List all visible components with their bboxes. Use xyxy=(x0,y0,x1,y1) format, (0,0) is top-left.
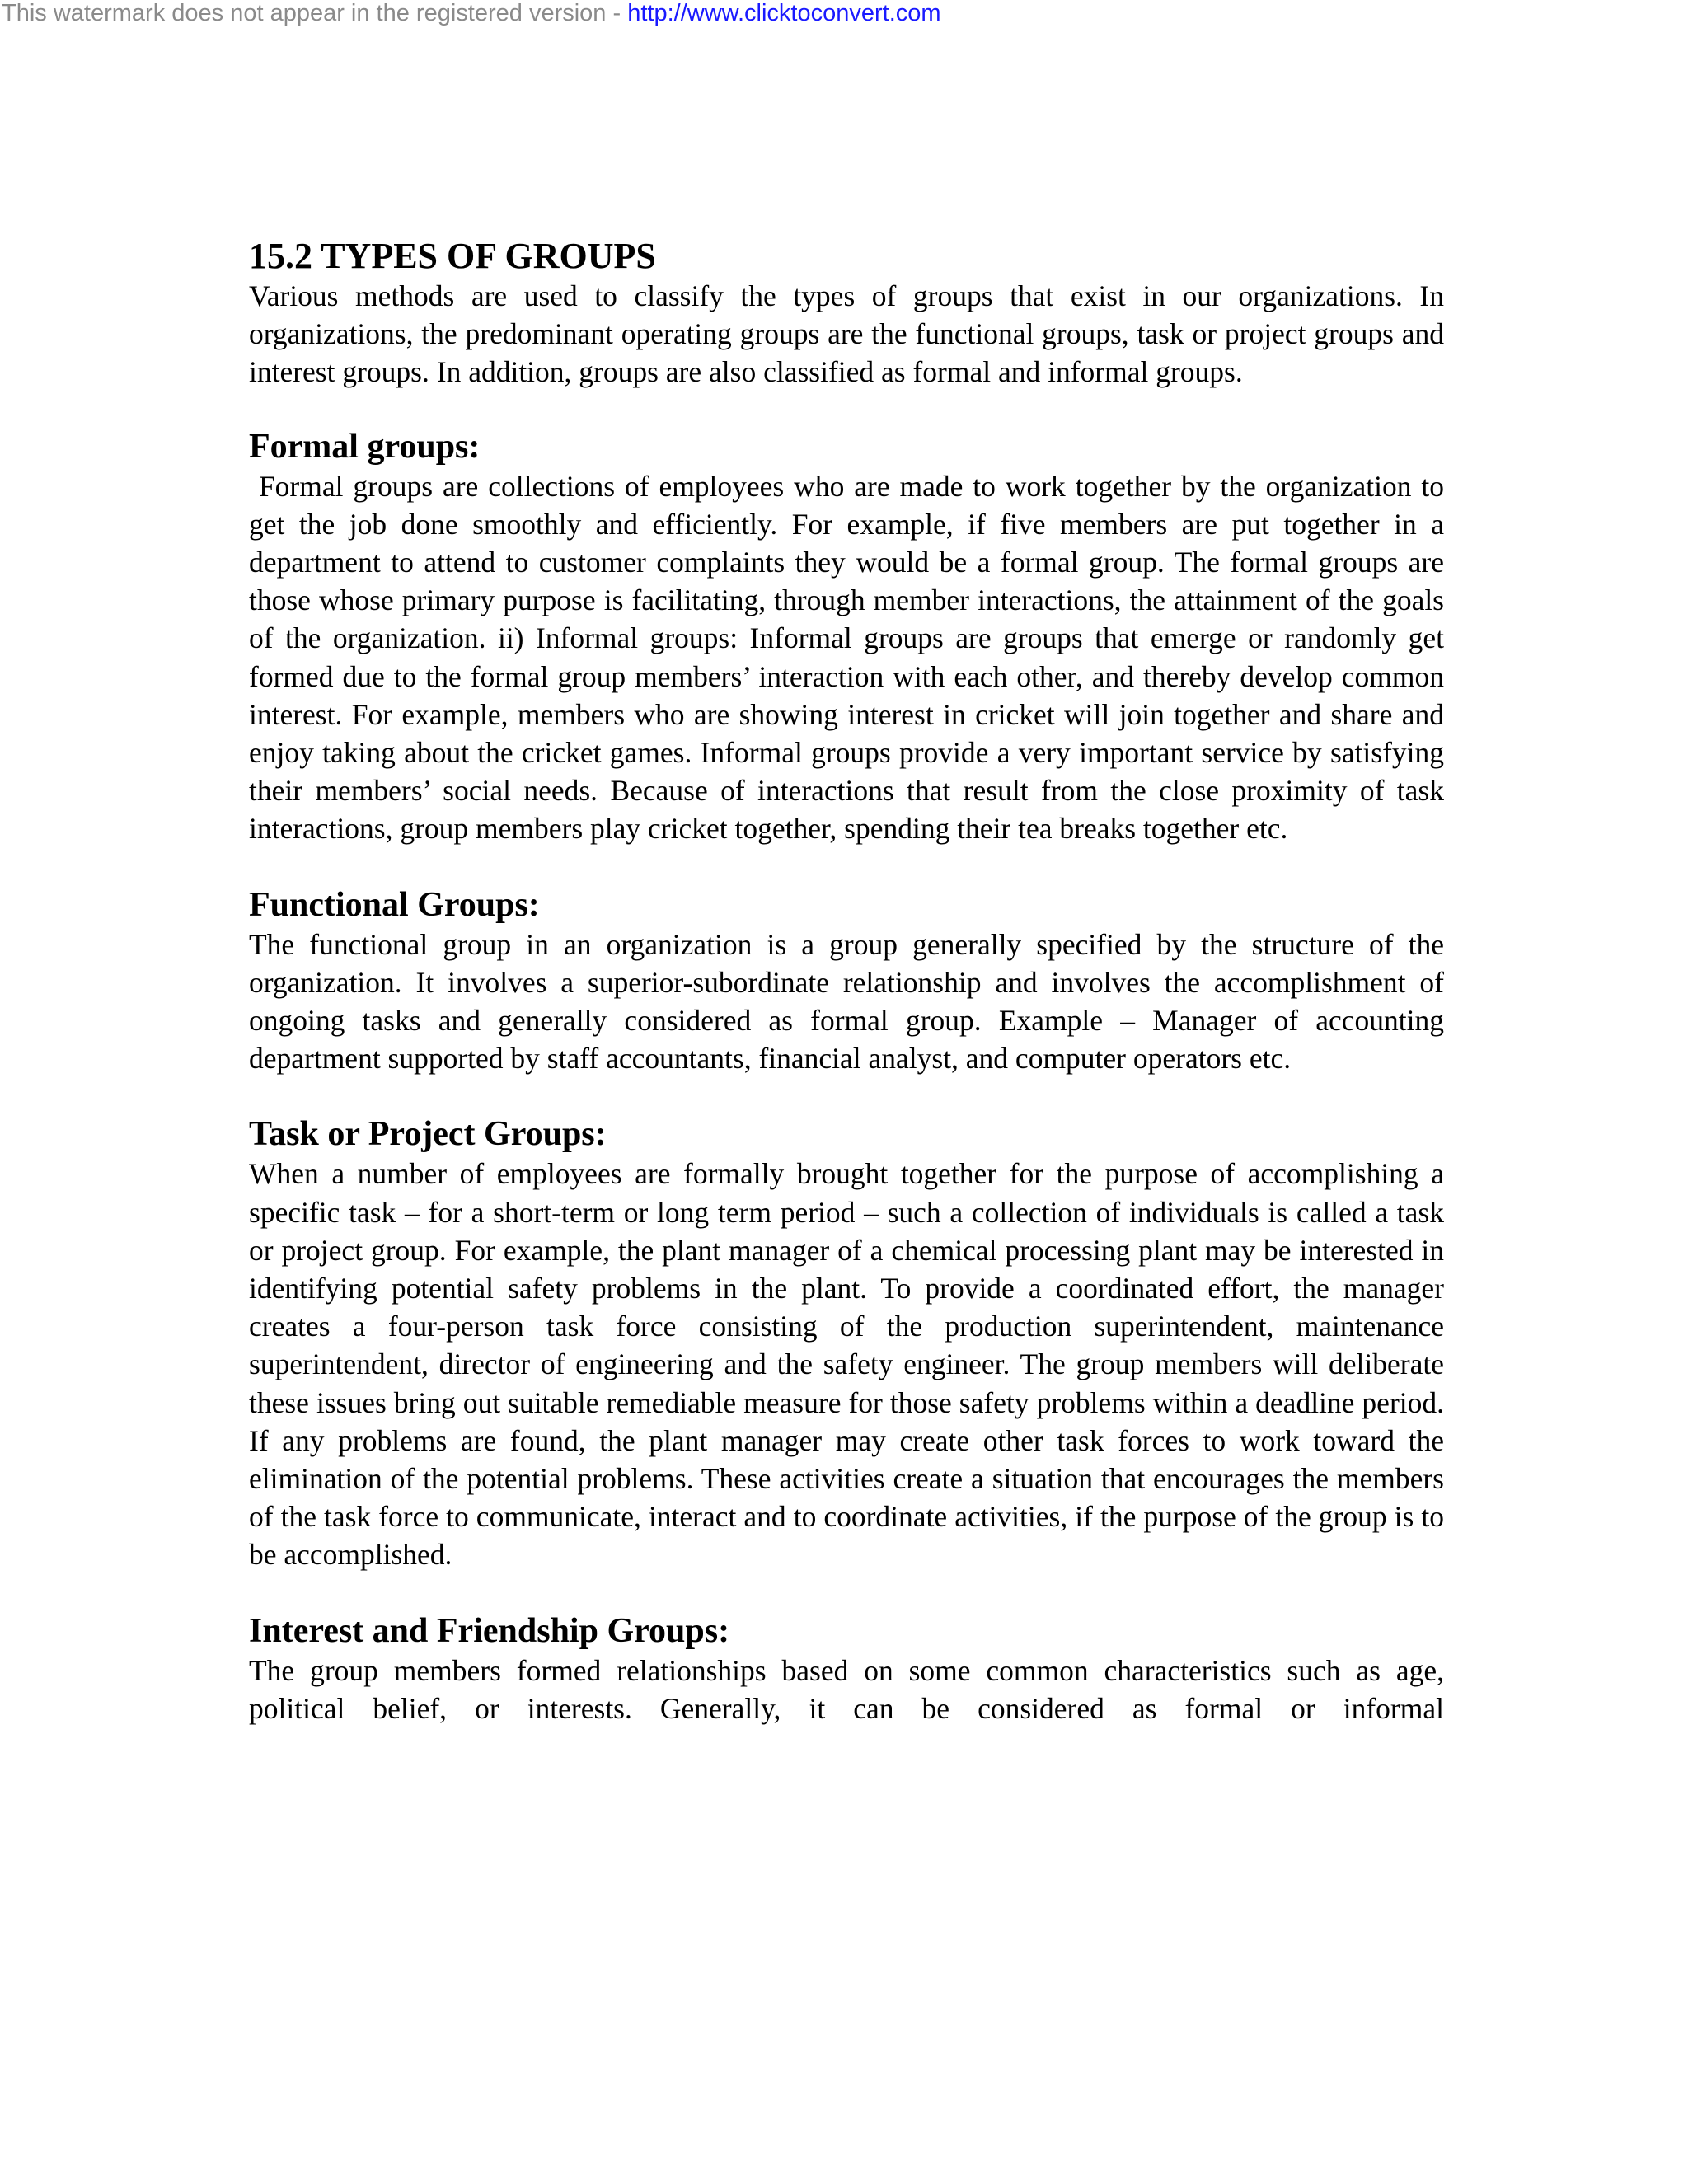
page-content xyxy=(249,236,1451,1727)
functional-groups-heading: Functional Groups: xyxy=(249,885,540,924)
spacer xyxy=(249,1574,1444,1610)
formal-groups-paragraph: Formal groups are collections of employees who are made to work together by the organization to get the job done smoothly and efficiently. For example, if five members are put together in a department to attend to customer complaints they would be a formal group. The formal groups are those whose primary purpose is facilitating, through member interactions, the attainment of the goals of the organization. ii) Informal groups: Informal groups are groups that emerge or randomly get formed due to the formal group members’ interaction with each other, and thereby develop common interest. For example, members who are showing interest in cricket will join together and share and enjoy taking about the cricket games. Informal groups provide a very important service by satisfying their members’ social needs. Because of interactions that result from the close proximity of task interactions, group members play cricket together, spending their tea breaks together etc. xyxy=(249,469,1451,846)
task-groups-heading: Task or Project Groups: xyxy=(249,1115,607,1154)
intro-paragraph: Various methods are used to classify the types of groups that exist in our organizations. In organizations, the predominant operating groups are the functional groups, task or project groups and interest groups. In addition, groups are also classified as formal and informal groups. xyxy=(249,279,1444,389)
interest-groups-heading: Interest and Friendship Groups: xyxy=(249,1611,730,1650)
spacer xyxy=(249,1077,1444,1113)
watermark-notice xyxy=(2,0,941,26)
spacer xyxy=(249,848,1444,884)
task-groups-paragraph: When a number of employees are formally brought together for the purpose of accomplishing a specific task – for a short-term or long term period – such a collection of individuals is called a task or project group. For example, the plant manager of a chemical processing plant may be interested in identifying potential safety problems in the plant. To provide a coordinated effort, the manager creates a four-person task force consisting of the production superintendent, maintenance superintendent, director of engineering and the safety engineer. The group members will deliberate these issues bring out suitable remediable measure for those safety problems within a deadline period. If any problems are found, the plant manager may create other task forces to work toward the elimination of the potential problems. These activities create a situation that encourages the members of the task force to communicate, interact and to coordinate activities, if the purpose of the group is to be accomplished. xyxy=(249,1157,1444,1572)
interest-groups-paragraph: The group members formed relationships based on some common characteristics such as age, political belief, or interests. Generally, it can be considered as formal or informal xyxy=(249,1653,1444,1725)
watermark-link[interactable]: http://www.clicktoconvert.com xyxy=(627,0,941,26)
formal-groups-heading: Formal groups: xyxy=(249,427,481,466)
spacer xyxy=(249,391,1444,426)
watermark-text: This watermark does not appear in the registered version - xyxy=(2,0,628,26)
functional-groups-paragraph: The functional group in an organization is a group generally specified by the structure of the organization. It involves a superior-subordinate relationship and involves the accomplishment of ongoing tasks and generally considered as formal group. Example – Manager of accounting department supported by staff accountants, financial analyst, and computer operators etc. xyxy=(249,927,1444,1076)
section-title: 15.2 TYPES OF GROUPS xyxy=(249,236,656,276)
